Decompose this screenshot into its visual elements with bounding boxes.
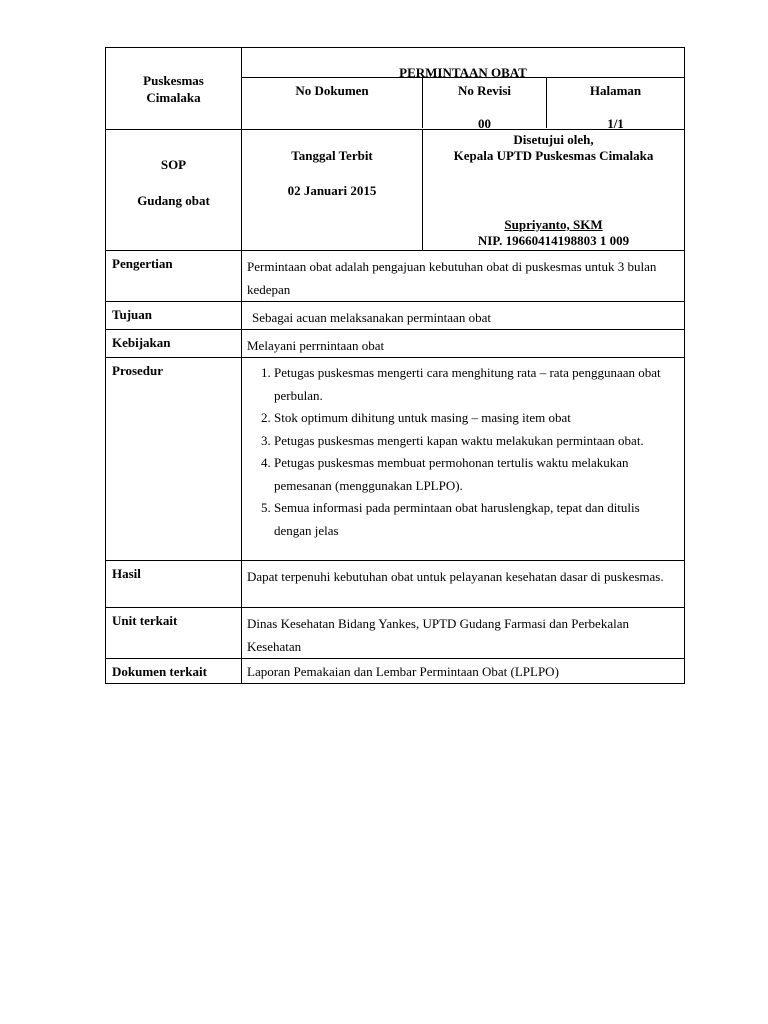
dokumen-terkait-label: Dokumen terkait <box>106 659 242 684</box>
hasil-text: Dapat terpenuhi kebutuhan obat untuk pelayanan kesehatan dasar di puskesmas. <box>242 561 685 608</box>
no-revisi-label: No Revisi <box>457 83 512 98</box>
unit-terkait-text: Dinas Kesehatan Bidang Yankes, UPTD Gudang Farmasi dan Perbekalan Kesehatan <box>242 608 685 659</box>
tujuan-label: Tujuan <box>106 302 242 330</box>
unit-terkait-label: Unit terkait <box>106 608 242 659</box>
tanggal-terbit-cell <box>242 130 423 251</box>
approver-name: Supriyanto, SKM <box>504 217 603 232</box>
approver-title: Kepala UPTD Puskesmas Cimalaka <box>453 148 654 163</box>
dokumen-terkait-text: Laporan Pemakaian dan Lembar Permintaan Obat (LPLPO) <box>242 659 685 684</box>
prosedur-cell <box>242 358 685 561</box>
no-dokumen-cell <box>242 78 423 128</box>
prosedur-step: 2. Stok optimum dihitung untuk masing – masing item obat <box>274 407 678 430</box>
sop-unit: Gudang obat <box>137 193 210 208</box>
sop-document <box>105 47 684 684</box>
halaman-value: 1/1 <box>607 116 624 131</box>
hasil-label: Hasil <box>106 561 242 608</box>
approver-nip: NIP. 19660414198803 1 009 <box>477 233 630 248</box>
organization-location: Cimalaka <box>146 89 201 105</box>
no-revisi-cell <box>423 78 547 131</box>
sop-table <box>105 47 685 684</box>
halaman-cell <box>547 78 684 131</box>
approved-by-label: Disetujui oleh, <box>513 132 594 147</box>
document-title: PERMINTAAN OBAT <box>242 48 684 78</box>
pengertian-label: Pengertian <box>106 251 242 302</box>
organization-cell <box>106 48 242 130</box>
approval-cell <box>423 130 685 251</box>
tujuan-text: Sebagai acuan melaksanakan permintaan obat <box>242 302 685 330</box>
no-revisi-value: 00 <box>478 116 491 131</box>
prosedur-step: 3. Petugas puskesmas mengerti kapan waktu melakukan permintaan obat. <box>274 430 678 453</box>
tanggal-terbit-label: Tanggal Terbit <box>291 148 373 163</box>
kebijakan-text: Melayani perrnintaan obat <box>242 330 685 358</box>
prosedur-step: 5. Semua informasi pada permintaan obat haruslengkap, tepat dan ditulis dengan jelas <box>274 497 678 542</box>
sop-label: SOP <box>160 157 187 172</box>
kebijakan-label: Kebijakan <box>106 330 242 358</box>
prosedur-step: 4. Petugas puskesmas membuat permohonan tertulis waktu melakukan pemesanan (menggunakan LPLPO). <box>274 452 678 497</box>
sop-cell <box>106 130 242 251</box>
prosedur-step: 1. Petugas puskesmas mengerti cara menghitung rata – rata penggunaan obat perbulan. <box>274 362 678 407</box>
document-meta-row <box>242 78 684 131</box>
no-dokumen-label: No Dokumen <box>295 83 369 98</box>
pengertian-text: Permintaan obat adalah pengajuan kebutuhan obat di puskesmas untuk 3 bulan kedepan <box>242 251 685 302</box>
tanggal-terbit-value: 02 Januari 2015 <box>287 183 377 198</box>
prosedur-steps <box>247 362 678 542</box>
prosedur-label: Prosedur <box>106 358 242 561</box>
halaman-label: Halaman <box>589 83 642 98</box>
organization-name: Puskesmas <box>143 72 204 88</box>
document-info-cell <box>242 48 685 130</box>
